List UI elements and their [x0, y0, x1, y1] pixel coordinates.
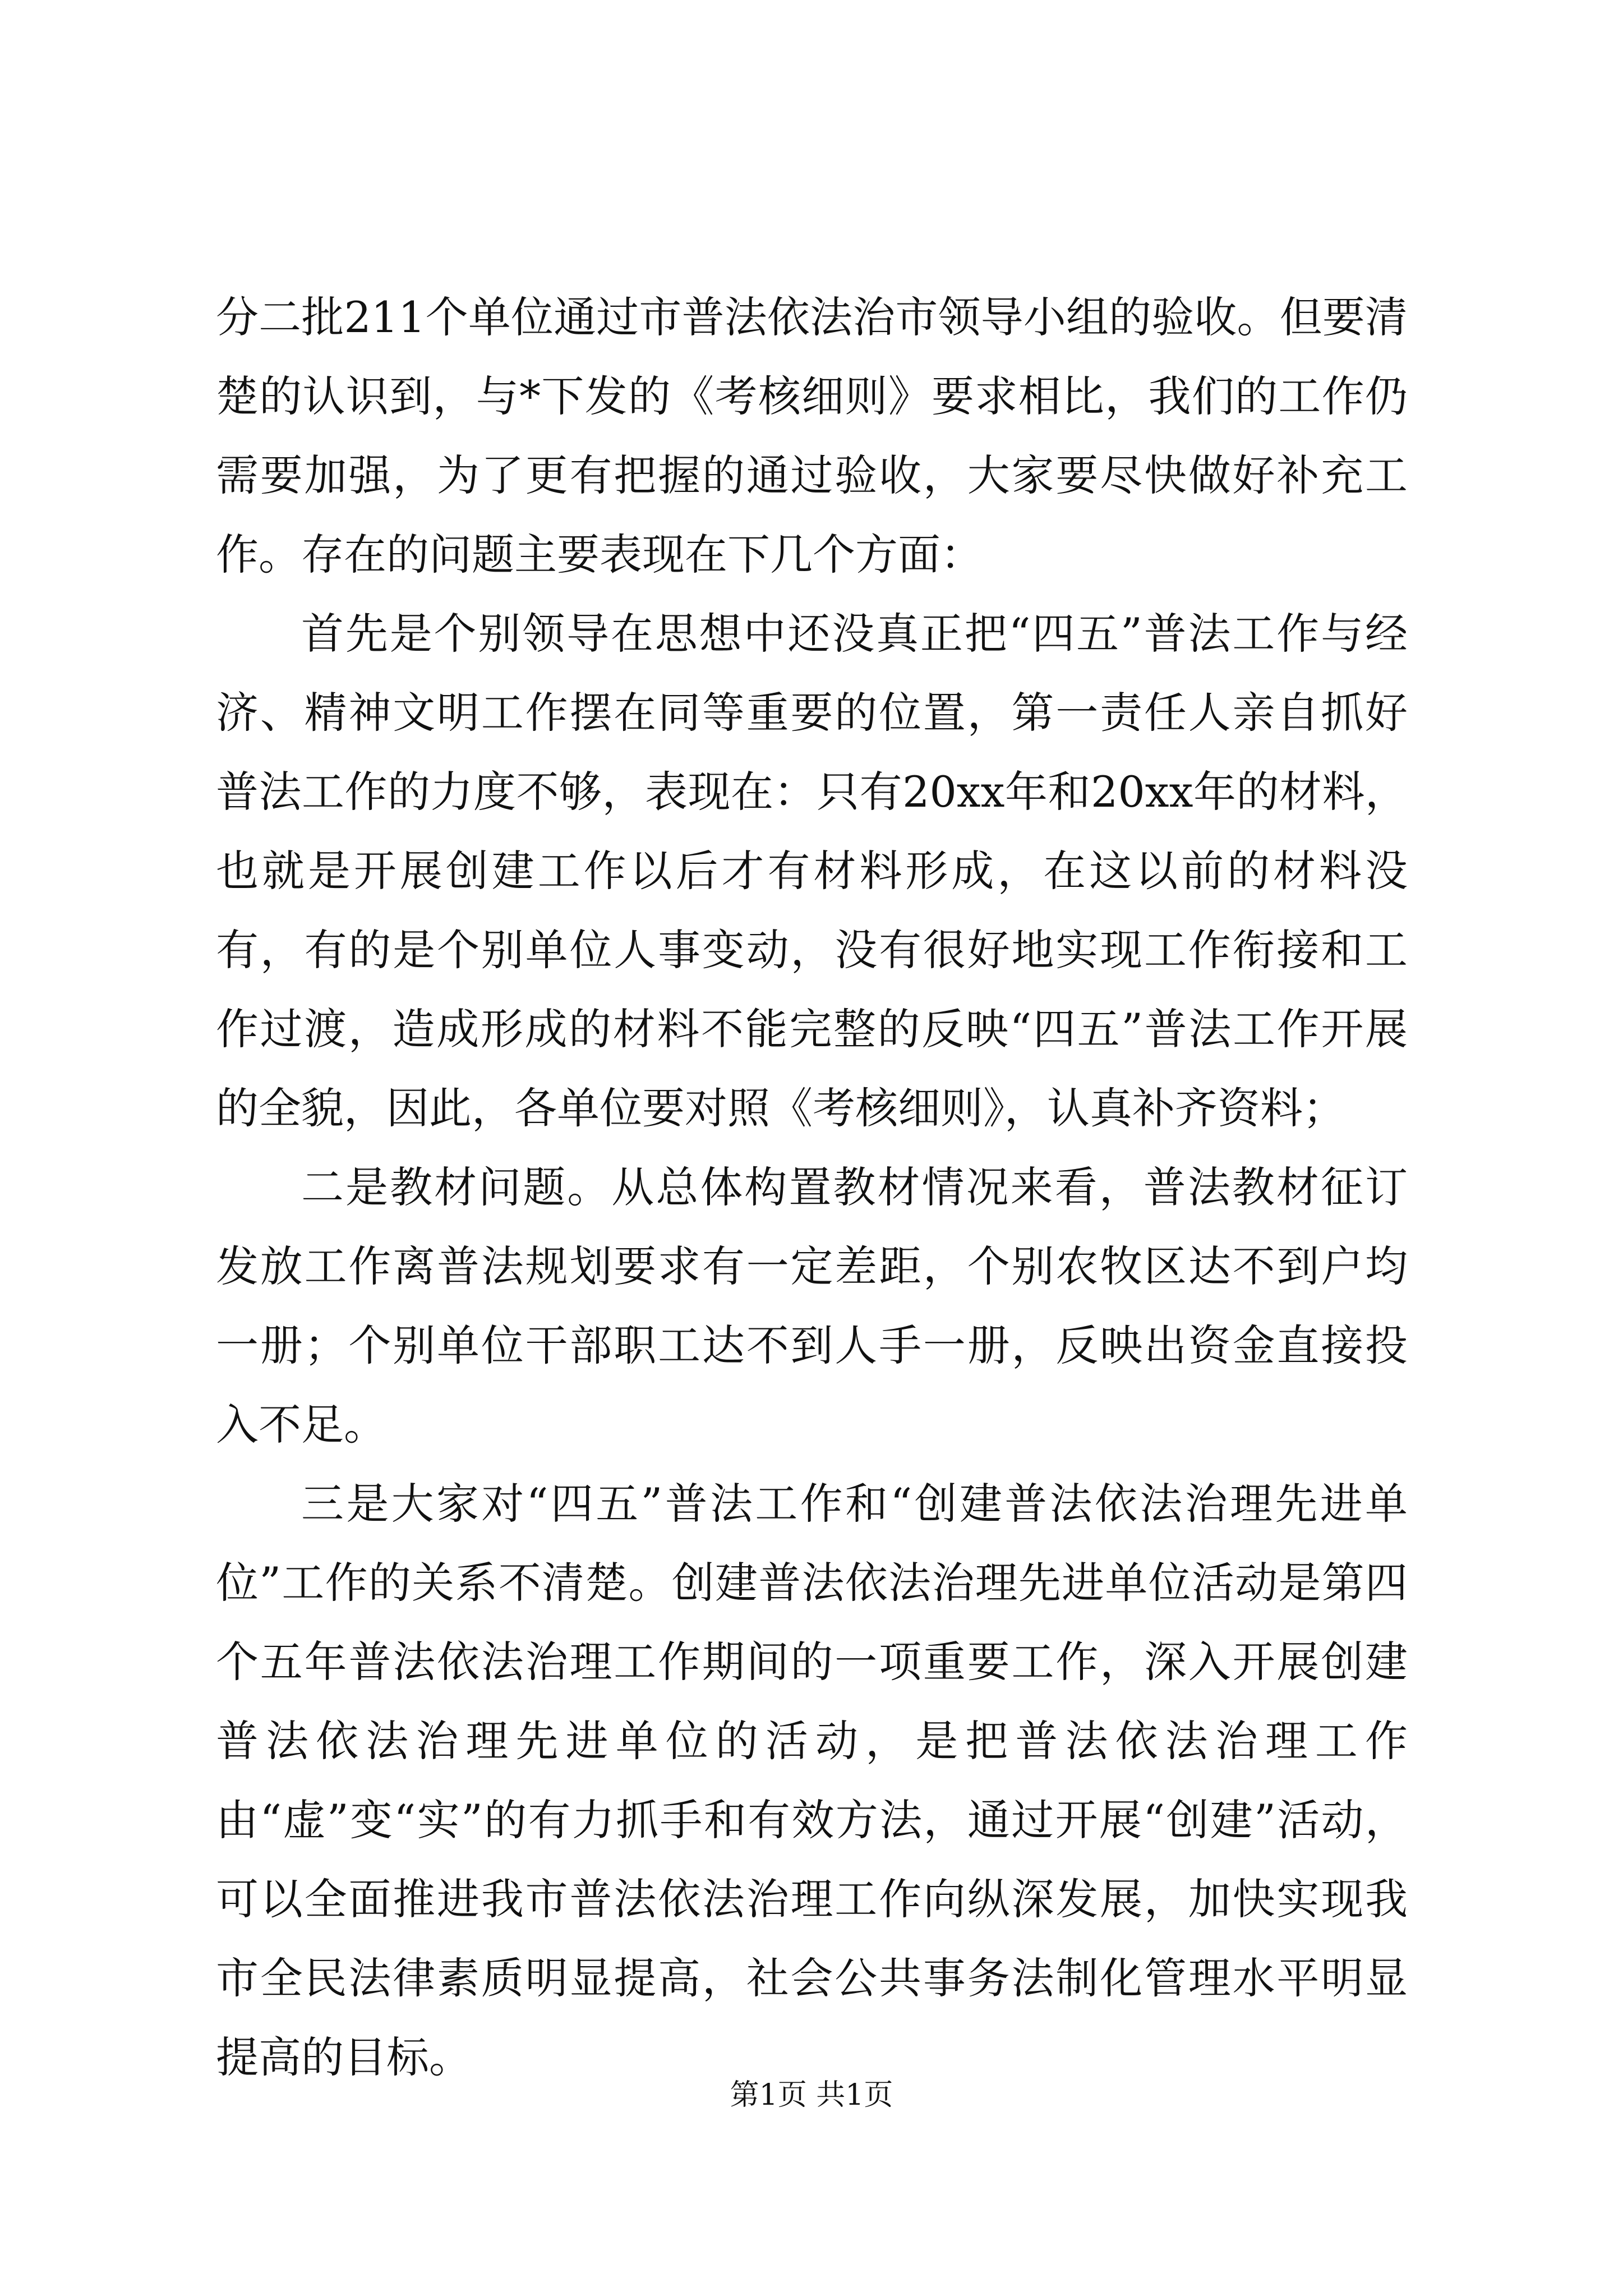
paragraph-textbook-issue: 二是教材问题。从总体构置教材情况来看，普法教材征订发放工作离普法规划要求有一定差距，个别农牧区达不到户均一册；个别单位干部职工达不到人手一册，反映出资金直接投入不足。 [216, 1162, 1408, 1450]
paragraph-relationship-issue: 三是大家对“四五”普法工作和“创建普法依法治理先进单位”工作的关系不清楚。创建普法依法治理先进单位活动是第四个五年普法依法治理工作期间的一项重要工作，深入开展创建普法依法治理先进单位的活动，是把普法依法治理工作由“虚”变“实”的有力抓手和有效方法，通过开展“创建”活动，可以全面推进我市普法依法治理工作向纵深发展，加快实现我市全民法律素质明显提高，社会公共事务法制化管理水平明显提高的目标。 [216, 1479, 1408, 2082]
paragraph-first-issue: 首先是个别领导在思想中还没真正把“四五”普法工作与经济、精神文明工作摆在同等重要的位置，第一责任人亲自抓好普法工作的力度不够，表现在：只有20xx年和20xx年的材料，也就是开展创建工作以后才有材料形成，在这以前的材料没有，有的是个别单位人事变动，没有很好地实现工作衔接和工作过渡，造成形成的材料不能完整的反映“四五”普法工作开展的全貌，因此，各单位要对照《考核细则》，认真补齐资料； [216, 609, 1408, 1133]
page-footer: 第1页 共1页 [730, 2078, 893, 2112]
paragraph-continuation: 分二批211个单位通过市普法依法治市领导小组的验收。但要清楚的认识到，与*下发的《考核细则》要求相比，我们的工作仍需要加强，为了更有把握的通过验收，大家要尽快做好补充工作。存在的问题主要表现在下几个方面： [216, 292, 1408, 579]
document-body [216, 278, 1408, 2097]
